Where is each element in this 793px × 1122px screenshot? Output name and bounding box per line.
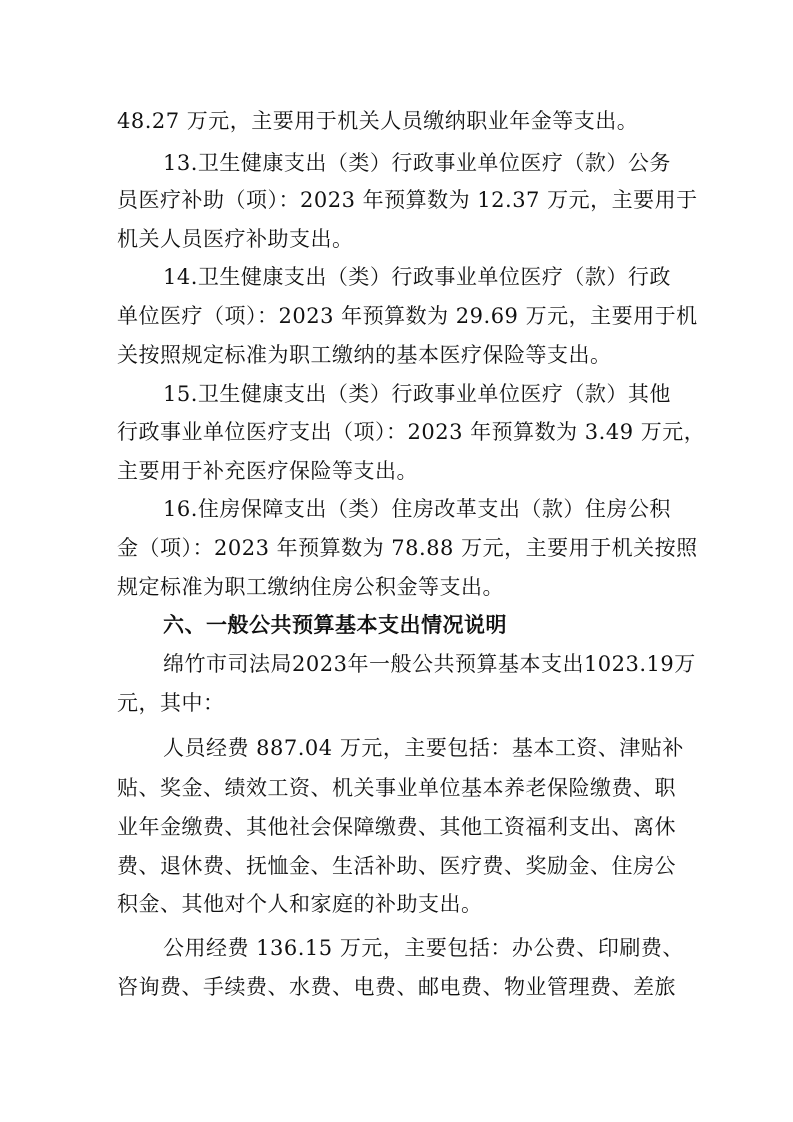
text-line: 关按照规定标准为职工缴纳的基本医疗保险等支出。 bbox=[117, 343, 612, 367]
text-line: 行政事业单位医疗支出（项）：2023 年预算数为 3.49 万元， bbox=[117, 420, 706, 444]
section-heading: 六、一般公共预算基本支出情况说明 bbox=[163, 613, 507, 637]
text-line: 绵竹市司法局2023年一般公共预算基本支出1023.19万 bbox=[163, 652, 696, 676]
text-line: 单位医疗（项）：2023 年预算数为 29.69 万元，主要用于机 bbox=[117, 304, 698, 328]
text-line: 13.卫生健康支出（类）行政事业单位医疗（款）公务 bbox=[163, 151, 671, 175]
text-line: 金（项）：2023 年预算数为 78.88 万元，主要用于机关按照 bbox=[117, 536, 698, 560]
text-line: 员医疗补助（项）：2023 年预算数为 12.37 万元，主要用于 bbox=[117, 188, 698, 212]
text-line: 机关人员医疗补助支出。 bbox=[117, 227, 354, 251]
text-line: 主要用于补充医疗保险等支出。 bbox=[117, 459, 418, 483]
text-line: 14.卫生健康支出（类）行政事业单位医疗（款）行政 bbox=[163, 265, 671, 289]
text-line: 人员经费 887.04 万元，主要包括：基本工资、津贴补 bbox=[163, 736, 684, 760]
text-line: 48.27 万元，主要用于机关人员缴纳职业年金等支出。 bbox=[117, 109, 639, 133]
text-line: 费、退休费、抚恤金、生活补助、医疗费、奖励金、住房公 bbox=[117, 854, 676, 878]
text-line: 公用经费 136.15 万元，主要包括：办公费、印刷费、 bbox=[163, 936, 684, 960]
text-line: 业年金缴费、其他社会保障缴费、其他工资福利支出、离休 bbox=[117, 815, 676, 839]
text-line: 元，其中： bbox=[117, 691, 225, 715]
text-line: 规定标准为职工缴纳住房公积金等支出。 bbox=[117, 575, 504, 599]
text-line: 贴、奖金、绩效工资、机关事业单位基本养老保险缴费、职 bbox=[117, 776, 676, 800]
text-line: 15.卫生健康支出（类）行政事业单位医疗（款）其他 bbox=[163, 382, 671, 406]
text-line: 16.住房保障支出（类）住房改革支出（款）住房公积 bbox=[163, 497, 671, 521]
text-line: 咨询费、手续费、水费、电费、邮电费、物业管理费、差旅 bbox=[117, 975, 676, 999]
text-line: 积金、其他对个人和家庭的补助支出。 bbox=[117, 892, 483, 916]
